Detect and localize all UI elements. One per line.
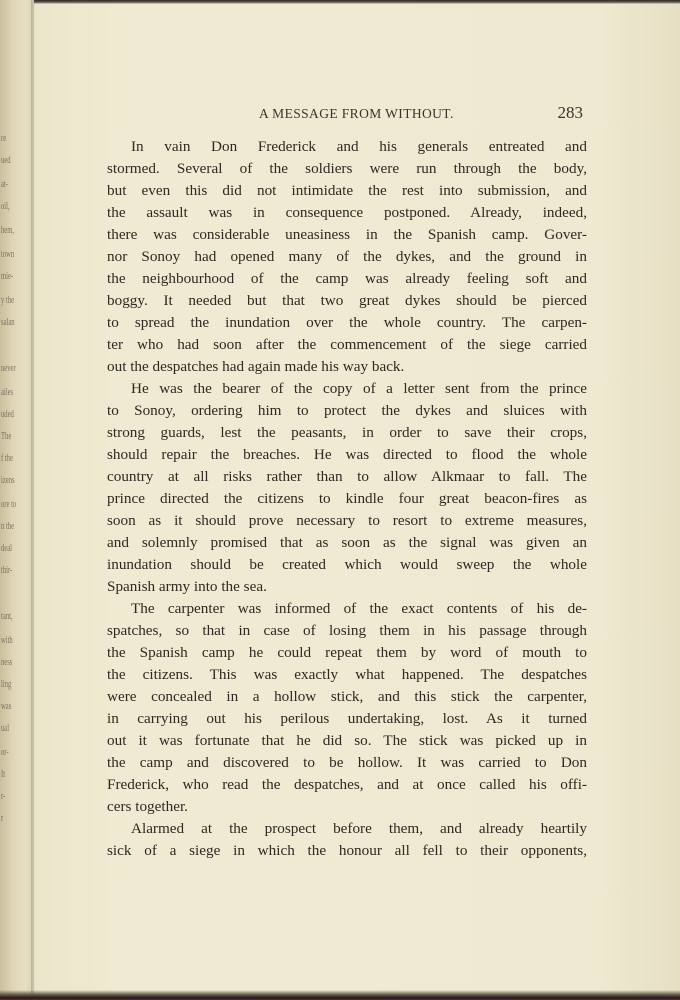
text-line: cers together. — [107, 798, 188, 815]
text-line: In vain Don Frederick and his generals entreated and — [131, 138, 587, 155]
running-head: A MESSAGE FROM WITHOUT. — [259, 106, 454, 121]
gutter-fragment: deal — [1, 542, 12, 554]
text-line: country at all risks rather than to allow Alkmaar to fall. The — [107, 468, 587, 485]
text-line: ter who had soon after the commencement of the siege carried — [107, 336, 587, 353]
text-line: were concealed in a hollow stick, and this stick the carpenter, — [107, 688, 587, 705]
gutter-fragment: salan — [1, 316, 15, 328]
gutter-fragment: oil, — [1, 200, 10, 212]
gutter-fragment: izens — [1, 474, 15, 486]
text-line: out the despatches had again made his way back. — [107, 358, 405, 375]
text-line: the citizens. This was exactly what happened. The despatches — [107, 666, 587, 683]
gutter-fragment: at- — [1, 178, 8, 190]
text-line: soon as it should prove necessary to resort to extreme measures, — [107, 512, 587, 529]
text-line: stormed. Several of the soldiers were run through the body, — [107, 160, 587, 177]
gutter-fragment: The — [1, 430, 12, 442]
gutter-fragment: hem, — [1, 224, 15, 236]
text-line: the assault was in consequence postponed. Already, indeed, — [107, 204, 587, 221]
page-top-edge — [0, 0, 680, 4]
gutter-fragment: thir- — [1, 564, 13, 576]
gutter-fragment: re — [1, 132, 7, 144]
gutter-fragment: ore to — [1, 498, 17, 510]
gutter-fragment: tant, — [1, 610, 13, 622]
text-line: and solemnly promised that as soon as the signal was given an — [107, 534, 587, 551]
gutter-fold-shadow — [31, 0, 35, 1000]
gutter-fragment: ual — [1, 722, 10, 734]
gutter-fragment: with — [1, 634, 13, 646]
gutter-fragment: mie- — [1, 270, 14, 282]
text-line: inundation should be created which would sweep the whole — [107, 556, 587, 573]
text-line: there was considerable uneasiness in the Spanish camp. Gover- — [107, 226, 587, 243]
page-header — [107, 103, 587, 127]
facing-page-gutter — [0, 0, 34, 1000]
text-line: The carpenter was informed of the exact contents of his de- — [131, 600, 587, 617]
text-line: in carrying out his perilous undertaking, lost. As it turned — [107, 710, 587, 727]
gutter-fragment: ness — [1, 656, 13, 668]
text-line: sick of a siege in which the honour all fell to their opponents, — [107, 842, 587, 859]
text-line: boggy. It needed but that two great dykes should be pierced — [107, 292, 587, 309]
gutter-fragment: r- — [1, 790, 6, 802]
gutter-fragment: ling — [1, 678, 12, 690]
page-bottom-edge — [0, 990, 680, 1000]
text-line: but even this did not intimidate the rest into submission, and — [107, 182, 587, 199]
gutter-fragment: ailes — [1, 386, 14, 398]
text-line: prince directed the citizens to kindle four great beacon-fires as — [107, 490, 587, 507]
gutter-fragment: uded — [1, 408, 14, 420]
text-line: to Sonoy, ordering him to protect the dykes and sluices with — [107, 402, 587, 419]
text-line: should repair the breaches. He was directed to flood the whole — [107, 446, 587, 463]
body-text — [107, 136, 587, 862]
text-line: spatches, so that in case of losing them in his passage through — [107, 622, 587, 639]
text-line: out it was fortunate that he did so. The stick was picked up in — [107, 732, 587, 749]
gutter-fragment: ued — [1, 154, 11, 166]
gutter-fragment: was — [1, 700, 12, 712]
text-line: Alarmed at the prospect before them, and already heartily — [131, 820, 587, 837]
text-line: He was the bearer of the copy of a letter sent from the prince — [131, 380, 587, 397]
page-number: 283 — [557, 103, 583, 122]
text-line: Spanish army into the sea. — [107, 578, 267, 595]
gutter-fragment: n the — [1, 520, 15, 532]
text-line: nor Sonoy had opened many of the dykes, and the ground in — [107, 248, 587, 265]
gutter-fragment: r — [1, 812, 4, 824]
text-line: the camp and discovered to be hollow. It was carried to Don — [107, 754, 587, 771]
text-line: to spread the inundation over the whole country. The carpen- — [107, 314, 587, 331]
gutter-fragment: y the — [1, 294, 15, 306]
gutter-fragment: town — [1, 248, 15, 260]
text-line: Frederick, who read the despatches, and at once called his offi- — [107, 776, 587, 793]
text-line: the neighbourhood of the camp was already feeling soft and — [107, 270, 587, 287]
gutter-fragment: never — [1, 362, 16, 374]
gutter-fragment: f the — [1, 452, 13, 464]
gutter-fragment: or- — [1, 746, 9, 758]
text-line: strong guards, lest the peasants, in order to save their crops, — [107, 424, 587, 441]
gutter-fragment: It — [1, 768, 6, 780]
text-line: the Spanish camp he could repeat them by word of mouth to — [107, 644, 587, 661]
